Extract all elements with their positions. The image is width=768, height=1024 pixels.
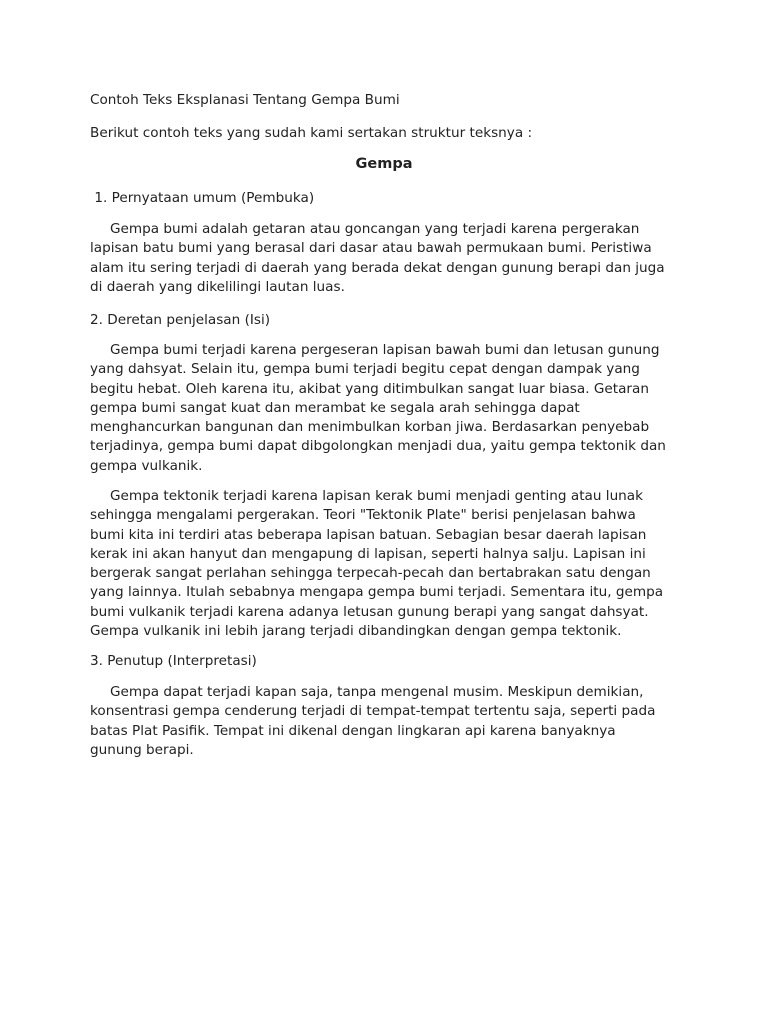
paragraph-line: Gempa vulkanik ini lebih jarang terjadi dibandingkan dengan gempa tektonik.: [90, 623, 622, 640]
paragraph-line: begitu hebat. Oleh karena itu, akibat yang ditimbulkan sangat luar biasa. Getaran: [90, 380, 649, 397]
document-title: Contoh Teks Eksplanasi Tentang Gempa Bumi: [90, 92, 400, 108]
paragraph: [90, 341, 666, 476]
section-heading: 1. Pernyataan umum (Pembuka): [90, 190, 315, 206]
paragraph-line: Gempa bumi terjadi karena pergeseran lapisan bawah bumi dan letusan gunung: [110, 342, 660, 358]
paragraph-line: bumi kita ini terdiri atas beberapa lapisan batuan. Sebagian besar daerah lapisan: [90, 526, 647, 543]
paragraph-line: gempa vulkanik.: [90, 457, 203, 474]
paragraph-line: lapisan batu bumi yang berasal dari dasar atau bawah permukaan bumi. Peristiwa: [90, 240, 652, 257]
paragraph-line: terjadinya, gempa bumi dapat dibgolongkan menjadi dua, yaitu gempa tektonik dan: [90, 438, 666, 455]
paragraph-line: kerak ini akan hanyut dan mengapung di lapisan, seperti halnya salju. Lapisan ini: [90, 545, 646, 562]
paragraph-line: alam itu sering terjadi di daerah yang berada dekat dengan gunung berapi dan juga: [90, 259, 665, 276]
paragraph-line: gempa bumi sangat kuat dan merambat ke segala arah sehingga dapat: [90, 399, 580, 416]
paragraph: [90, 487, 663, 641]
paragraph-line: bumi vulkanik terjadi karena adanya letusan gunung berapi yang sangat dahsyat.: [90, 603, 649, 620]
intro-text: Berikut contoh teks yang sudah kami sertakan struktur teksnya :: [90, 125, 533, 141]
main-heading: Gempa: [355, 156, 413, 172]
paragraph-line: konsentrasi gempa cenderung terjadi di tempat-tempat tertentu saja, seperti pada: [90, 703, 656, 720]
paragraph: [90, 683, 655, 760]
paragraph-line: bergerak sangat perlahan sehingga terpecah-pecah dan bertabrakan satu dengan: [90, 565, 651, 582]
paragraph-line: batas Plat Pasifik. Tempat ini dikenal dengan lingkaran api karena banyaknya: [90, 722, 616, 739]
paragraph-line: menghancurkan bangunan dan menimbulkan korban jiwa. Berdasarkan penyebab: [90, 419, 650, 436]
paragraph-line: yang dahsyat. Selain itu, gempa bumi terjadi begitu cepat dengan dampak yang: [90, 361, 640, 378]
paragraph-line: Gempa bumi adalah getaran atau goncangan yang terjadi karena pergerakan: [110, 221, 640, 237]
paragraph-line: di daerah yang dikelilingi lautan luas.: [90, 278, 345, 295]
paragraph-line: gunung berapi.: [90, 741, 194, 758]
paragraph: [90, 220, 665, 297]
section-heading: 3. Penutup (Interpretasi): [90, 653, 257, 669]
paragraph-line: Gempa dapat terjadi kapan saja, tanpa mengenal musim. Meskipun demikian,: [110, 684, 644, 700]
paragraph-line: Gempa tektonik terjadi karena lapisan kerak bumi menjadi genting atau lunak: [110, 488, 643, 504]
paragraph-line: sehingga mengalami pergerakan. Teori "Tektonik Plate" berisi penjelasan bahwa: [90, 507, 636, 524]
section-heading: 2. Deretan penjelasan (Isi): [90, 312, 271, 328]
paragraph-line: yang lainnya. Itulah sebabnya mengapa gempa bumi terjadi. Sementara itu, gempa: [90, 584, 664, 601]
